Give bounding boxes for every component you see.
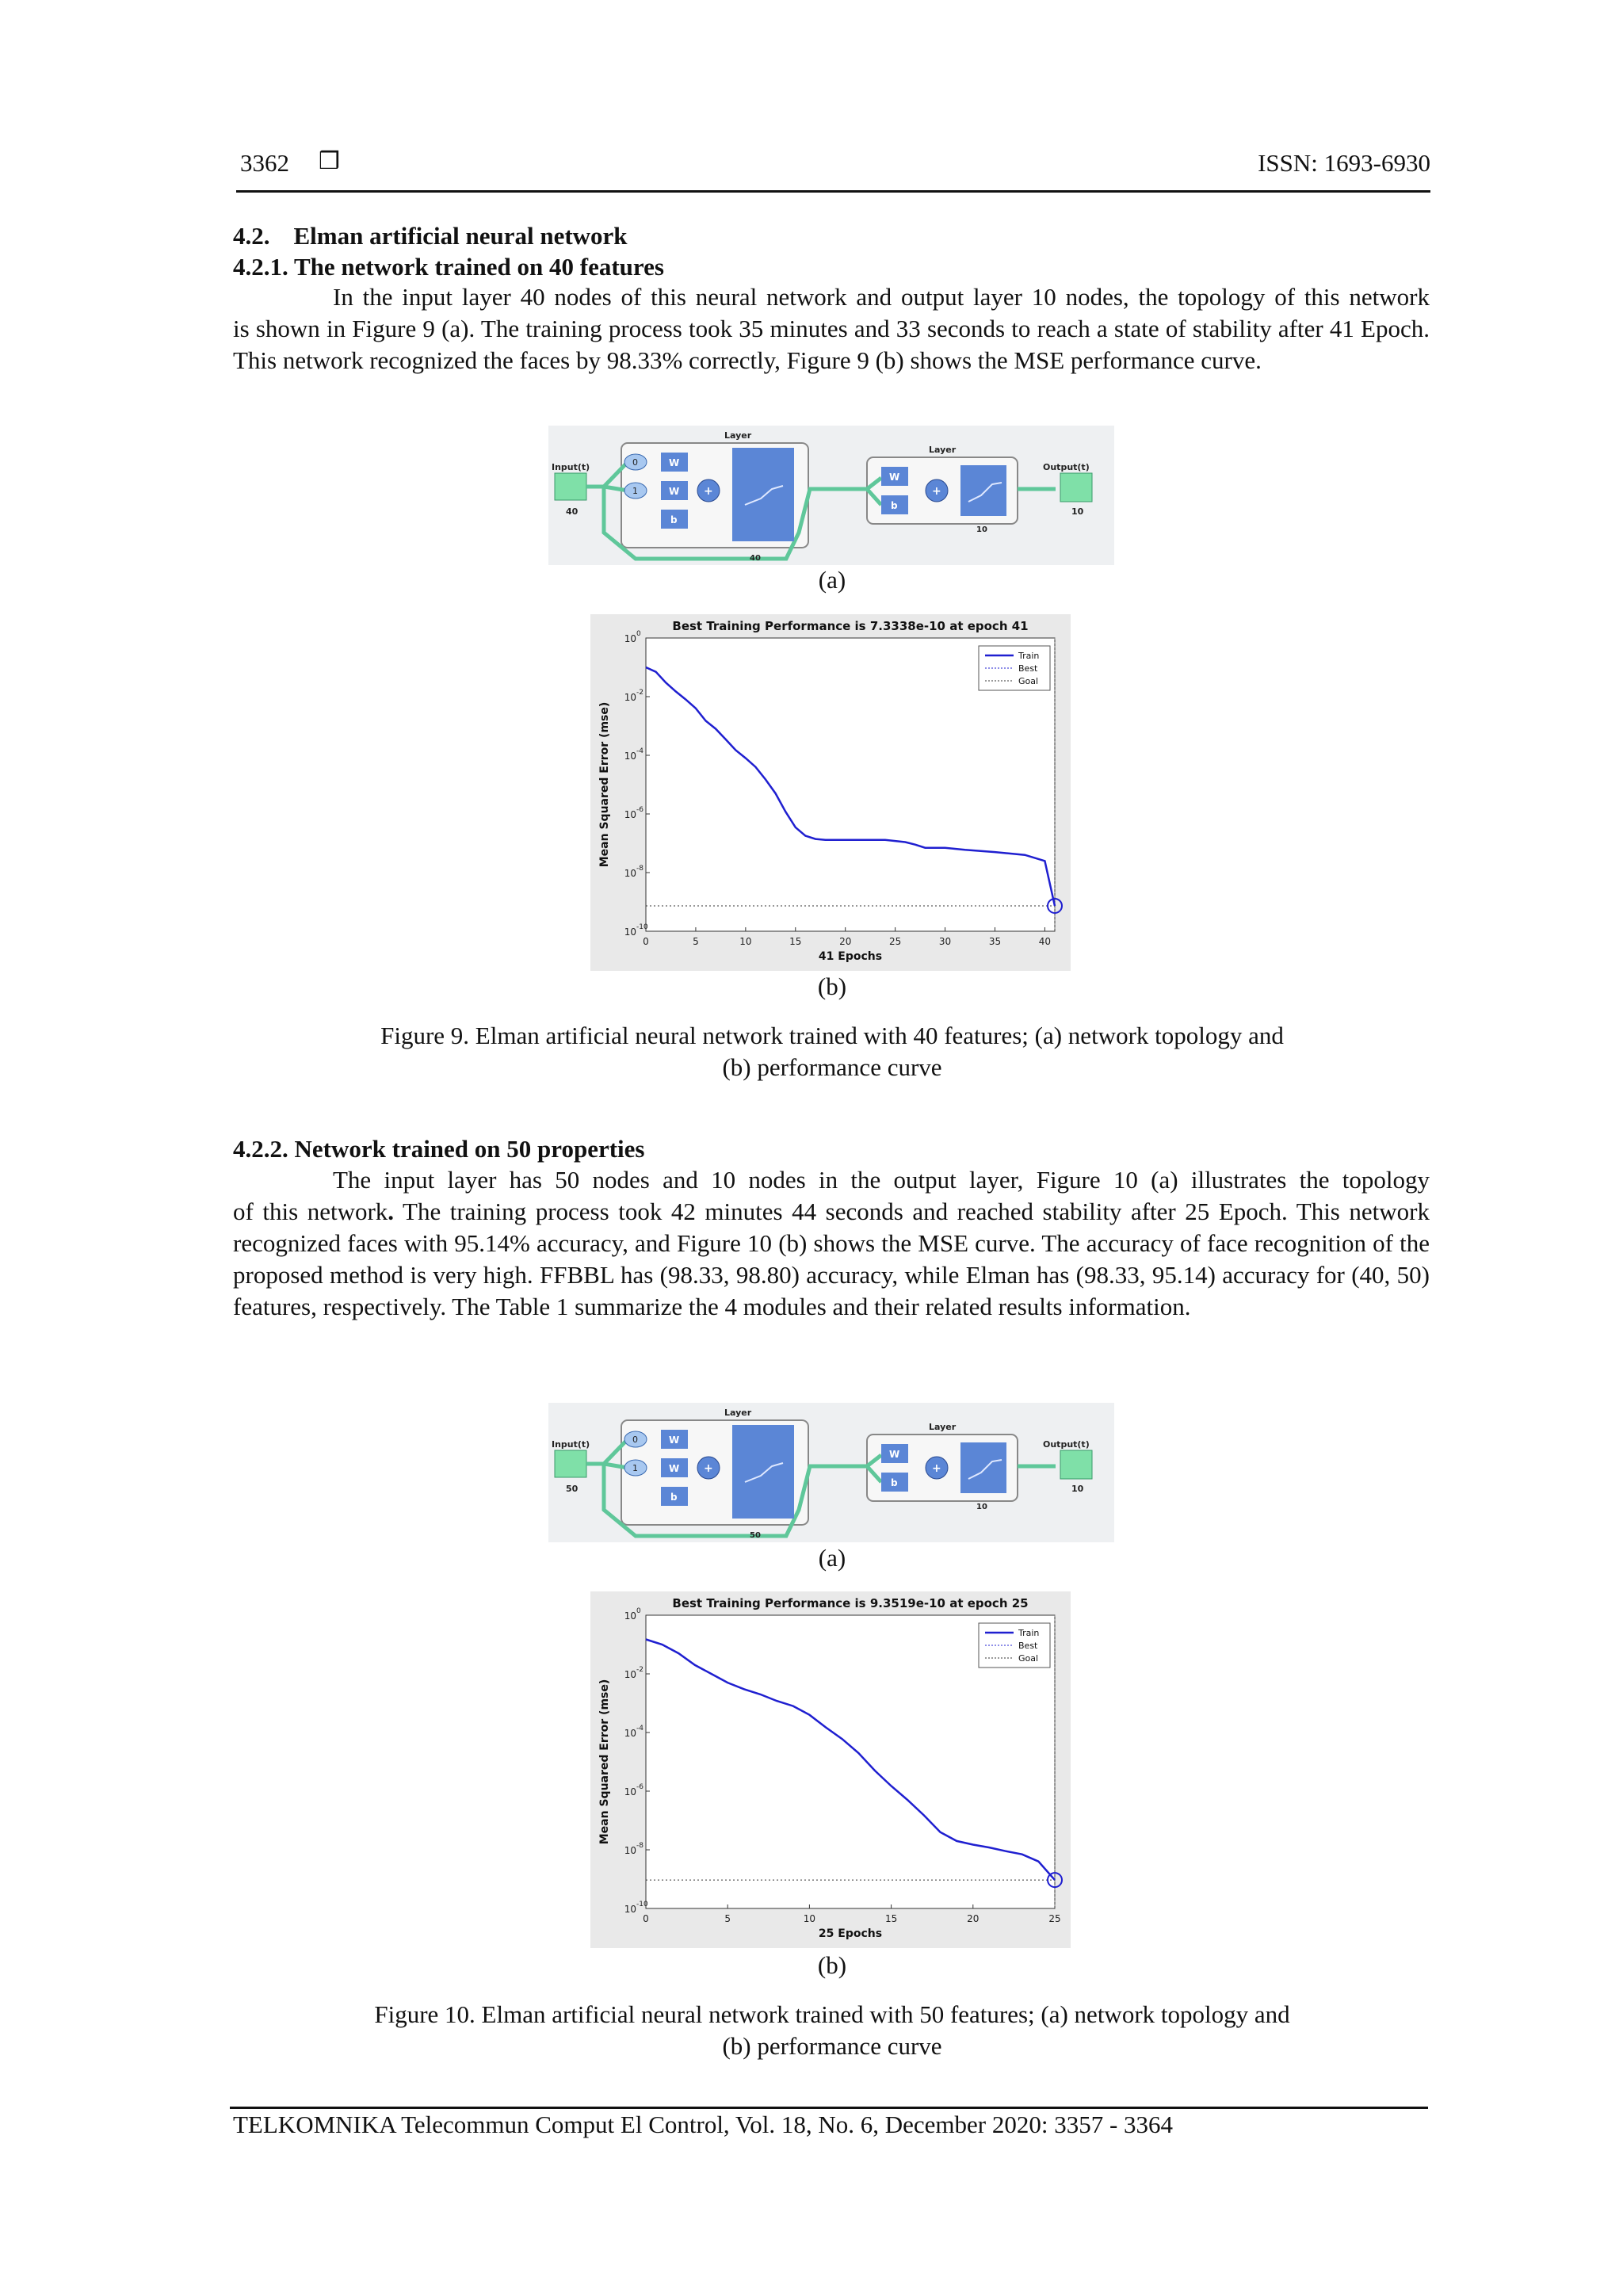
subsection1-title: 4.2.1. The network trained on 40 features xyxy=(233,253,664,281)
chart10-ytick-exponent: -2 xyxy=(636,1666,643,1674)
figure9-sub-b: (b) xyxy=(817,972,847,1000)
figure10-chart xyxy=(590,1591,1071,1948)
topo10-w2: W xyxy=(669,1463,680,1474)
topo10-input-label: Input(t) xyxy=(552,1439,590,1450)
chart10-ytick-exponent: -10 xyxy=(636,1901,648,1908)
figure9-chart xyxy=(590,614,1071,971)
topo9-delay1: 1 xyxy=(632,486,638,496)
topo9-b2: b xyxy=(891,500,898,511)
chart9-xtick-label: 15 xyxy=(789,936,802,947)
chart9-ylabel: Mean Squared Error (mse) xyxy=(598,701,611,868)
chart10-title: Best Training Performance is 9.3519e-10 at epoch 25 xyxy=(672,1596,1029,1610)
figure9-caption-line1: Figure 9. Elman artificial neural network trained with 40 features; (a) network topology and xyxy=(380,1022,1284,1049)
figure9-caption xyxy=(238,1020,1426,1083)
topo10-w1: W xyxy=(669,1435,680,1446)
topo10-input-size: 50 xyxy=(566,1484,579,1494)
topo10-layer2-label: Layer xyxy=(929,1422,957,1432)
topo9-input-label: Input(t) xyxy=(552,462,590,472)
chart10-ytick-exponent: 0 xyxy=(636,1607,641,1615)
chart10-ytick-exponent: -4 xyxy=(636,1725,643,1733)
figure10-caption-line1: Figure 10. Elman artificial neural network trained with 50 features; (a) network topology and xyxy=(374,2000,1290,2028)
topo10-delay1: 1 xyxy=(632,1463,638,1473)
topo9-layer1-size: 40 xyxy=(750,554,761,563)
topo9-layer2-label: Layer xyxy=(929,445,957,455)
figure9-topology xyxy=(548,426,1114,565)
chart10-xtick-label: 20 xyxy=(967,1913,980,1924)
chart9-xtick-label: 35 xyxy=(988,936,1002,947)
chart10-xtick-label: 10 xyxy=(803,1913,816,1924)
topo10-layer2-size: 10 xyxy=(976,1503,987,1511)
chart9-xtick-label: 10 xyxy=(739,936,752,947)
figure10-caption xyxy=(238,1999,1426,2062)
chart10-legend-label-best: Best xyxy=(1018,1641,1038,1651)
chart9-ytick-exponent: -8 xyxy=(636,865,643,873)
section-number: 4.2. xyxy=(233,222,270,250)
topology-diagram-10 xyxy=(548,1403,1114,1542)
issn: ISSN: 1693-6930 xyxy=(1258,149,1430,177)
chart10-xtick-label: 15 xyxy=(884,1913,898,1924)
para2-rest-bold: . xyxy=(388,1198,395,1225)
figure9-sub-a: (a) xyxy=(818,566,846,594)
subsection2-title: 4.2.2. Network trained on 50 properties xyxy=(233,1135,645,1163)
section-title-text: Elman artificial neural network xyxy=(293,222,628,250)
topo10-plus1: + xyxy=(704,1462,713,1475)
chart9-ytick-base: 10 xyxy=(624,868,636,879)
topo9-plus1: + xyxy=(704,485,713,498)
topo9-layer1-label: Layer xyxy=(724,430,752,441)
chart10-ytick-exponent: -6 xyxy=(636,1783,643,1791)
topo9-output-size: 10 xyxy=(1071,506,1084,517)
chart9-xlabel: 41 Epochs xyxy=(818,950,883,963)
topo9-output-label: Output(t) xyxy=(1043,462,1090,472)
chart10-xtick-label: 0 xyxy=(643,1913,649,1924)
chart10-ylabel: Mean Squared Error (mse) xyxy=(598,1679,611,1845)
chart9-ytick-base: 10 xyxy=(624,809,636,820)
topo10-output-size: 10 xyxy=(1071,1484,1084,1494)
chart10-ytick-base: 10 xyxy=(624,1904,636,1915)
topo9-w3: W xyxy=(889,472,900,483)
chart10-ytick-base: 10 xyxy=(624,1845,636,1856)
topo10-layer1-size: 50 xyxy=(750,1531,761,1540)
chart10-ytick-exponent: -8 xyxy=(636,1842,643,1850)
header-box-symbol: ❒ xyxy=(319,147,340,175)
figure9-caption-line2: (b) performance curve xyxy=(722,1053,942,1081)
topology-diagram-9 xyxy=(548,426,1114,565)
chart9-ytick-base: 10 xyxy=(624,926,636,938)
topo10-w3: W xyxy=(889,1449,900,1460)
chart9-ytick-exponent: 0 xyxy=(636,630,641,638)
chart9-legend-label-best: Best xyxy=(1018,663,1038,674)
chart10-ytick-base: 10 xyxy=(624,1669,636,1680)
chart9-xtick-label: 30 xyxy=(938,936,952,947)
topo9-w1: W xyxy=(669,457,680,468)
para2-first-line: The input layer has 50 nodes and 10 nodes in the output layer, Figure 10 (a) illustrates the topology xyxy=(333,1166,1430,1194)
chart9-ytick-exponent: -4 xyxy=(636,747,643,755)
performance-chart-9 xyxy=(590,614,1071,971)
topo9-plus2: + xyxy=(932,485,941,498)
topo9-w2: W xyxy=(669,486,680,497)
chart10-legend-label-train: Train xyxy=(1018,1628,1040,1638)
section-title xyxy=(233,222,628,250)
para1-first-line: In the input layer 40 nodes of this neural network and output layer 10 nodes, the topology of this network xyxy=(333,283,1430,311)
chart9-legend-label-goal: Goal xyxy=(1018,676,1039,686)
figure10-topology xyxy=(548,1403,1114,1542)
topo9-layer2-size: 10 xyxy=(976,525,987,534)
header-rule xyxy=(236,190,1430,193)
topo10-plus2: + xyxy=(932,1462,941,1475)
footer-text: TELKOMNIKA Telecommun Comput El Control, Vol. 18, No. 6, December 2020: 3357 - 3364 xyxy=(233,2111,1174,2138)
subsection2-paragraph xyxy=(233,1164,1430,1323)
chart10-ytick-base: 10 xyxy=(624,1728,636,1739)
chart10-xtick-label: 5 xyxy=(724,1913,731,1924)
figure10-caption-line2: (b) performance curve xyxy=(722,2032,942,2060)
topo9-input-size: 40 xyxy=(566,506,579,517)
chart10-xlabel: 25 Epochs xyxy=(818,1927,883,1940)
chart9-ytick-base: 10 xyxy=(624,692,636,703)
chart10-ytick-base: 10 xyxy=(624,1786,636,1797)
topo10-b1: b xyxy=(670,1492,678,1503)
chart9-xtick-label: 5 xyxy=(693,936,699,947)
figure10-sub-b: (b) xyxy=(817,1951,847,1979)
chart9-xtick-label: 0 xyxy=(643,936,649,947)
chart10-ytick-base: 10 xyxy=(624,1610,636,1622)
chart9-ytick-exponent: -2 xyxy=(636,689,643,697)
chart9-title: Best Training Performance is 7.3338e-10 at epoch 41 xyxy=(672,619,1029,633)
topo10-layer1-label: Layer xyxy=(724,1408,752,1418)
topo10-output-label: Output(t) xyxy=(1043,1439,1090,1450)
page-number: 3362 xyxy=(240,149,289,177)
chart9-legend-label-train: Train xyxy=(1018,651,1040,661)
chart10-legend-label-goal: Goal xyxy=(1018,1653,1039,1664)
chart9-ytick-base: 10 xyxy=(624,633,636,644)
subsection1-paragraph xyxy=(233,281,1430,376)
topo10-b2: b xyxy=(891,1477,898,1488)
chart10-xtick-label: 25 xyxy=(1048,1913,1061,1924)
para1-rest: is shown in Figure 9 (a). The training process took 35 minutes and 33 seconds to reach a state of stability after 41 Epoch. This network recognized the faces by 98.33% correctly, Figure 9 (b) shows the MSE performance curve. xyxy=(233,315,1430,374)
chart9-ytick-base: 10 xyxy=(624,751,636,762)
performance-chart-10 xyxy=(590,1591,1071,1948)
chart9-xtick-label: 40 xyxy=(1038,936,1052,947)
chart9-ytick-exponent: -6 xyxy=(636,806,643,814)
footer-rule xyxy=(230,2107,1428,2109)
para2-rest-post: The training process took 42 minutes 44 seconds and reached stability after 25 Epoch. This network recognized faces with 95.14% accuracy, and Figure 10 (b) shows the MSE curve. The accuracy of face recognition of the proposed method is very high. FFBBL has (98.33, 98.80) accuracy, while Elman has (98.33, 95.14) accuracy for (40, 50) features, respectively. The Table 1 summarize the 4 modules and their related results information. xyxy=(233,1198,1430,1320)
figure10-sub-a: (a) xyxy=(818,1544,846,1572)
chart9-xtick-label: 20 xyxy=(839,936,852,947)
chart9-xtick-label: 25 xyxy=(888,936,902,947)
chart9-ytick-exponent: -10 xyxy=(636,923,648,931)
topo9-b1: b xyxy=(670,514,678,525)
topo9-delay0: 0 xyxy=(632,457,638,468)
para2-rest-pre: of this network xyxy=(233,1198,388,1225)
topo10-delay0: 0 xyxy=(632,1435,638,1445)
